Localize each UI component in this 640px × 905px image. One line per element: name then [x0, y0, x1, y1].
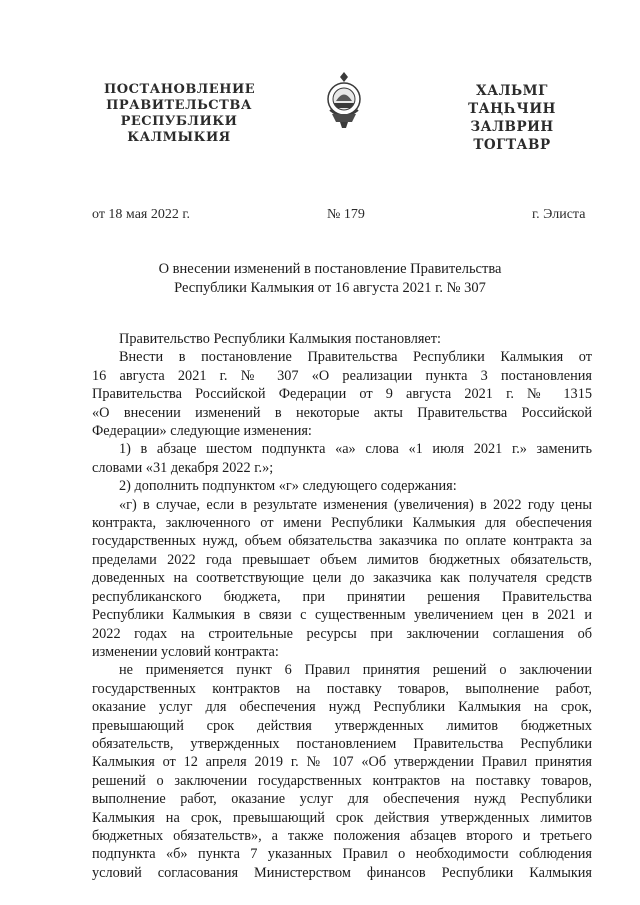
body-line: не применяется пункт 6 Правил принятия решений о заключении [119, 662, 592, 679]
body-line: доведенных на соответствующие цели до заказчика как получателя средств [92, 570, 592, 587]
header-left-line: ПОСТАНОВЛЕНИЕ [104, 82, 256, 97]
body-line: республиканского бюджета, при принятии решения Правительства [92, 588, 592, 605]
header-left-title [104, 82, 254, 146]
decree-city: г. Элиста [532, 207, 586, 222]
header-right-line: ТАҢҺЧИН [468, 101, 556, 117]
header-right-title [462, 82, 562, 154]
header-right-line: ТОГТАВР [473, 137, 551, 153]
body-line: контракта, заключенного от имени Республики Калмыкия для обеспечения [92, 515, 592, 532]
decree-number: № 179 [327, 207, 365, 222]
body-line: превышающий срок действия утвержденных лимитов бюджетных [92, 717, 592, 734]
body-line: государственных нужд, объем обязательства заказчика по оплате контракта за [92, 533, 592, 550]
body-line: Калмыкия на срок, превышающий срок действия утвержденных лимитов [92, 809, 592, 826]
body-line: бюджетных обязательств», а также положения абзацев второго и третьего [92, 827, 592, 844]
body-line: 2) дополнить подпунктом «г» следующего содержания: [119, 478, 457, 495]
header-right-line: ХАЛЬМГ [476, 83, 548, 99]
body-line: 1) в абзаце шестом подпункта «а» слова «1 июля 2021 г.» заменить [119, 441, 592, 458]
body-line: Республики Калмыкия в связи с существенным увеличением цен в 2021 и [92, 607, 592, 624]
kalmykia-coat-of-arms-icon [322, 70, 366, 130]
body-line: Правительство Республики Калмыкия постановляет: [119, 331, 441, 347]
header-right-line: ЗАЛВРИН [470, 119, 554, 135]
body-line: словами «31 декабря 2022 г.»; [92, 459, 274, 476]
body-line: Калмыкия от 12 апреля 2019 г. № 107 «Об утверждении Правил принятия [92, 754, 592, 771]
body-line: Правительства Российской Федерации от 9 августа 2021 г. № 1315 [92, 386, 592, 403]
body-line: выполнение работ, оказание услуг для обеспечения нужд Республики [92, 791, 592, 808]
body-line: изменении условий контракта: [92, 643, 279, 660]
body-line: пределами 2022 года превышает объем лимитов бюджетных обязательств, [92, 551, 592, 568]
header-left-line: КАЛМЫКИЯ [127, 130, 231, 145]
header-left-line: ПРАВИТЕЛЬСТВА [106, 98, 252, 113]
decree-body [92, 330, 592, 882]
title-line: О внесении изменений в постановление Правительства [158, 261, 502, 277]
body-line: решений о заключении государственных контрактов на поставку товаров, [92, 772, 592, 789]
decree-date: от 18 мая 2022 г. [92, 207, 191, 222]
body-line: «г) в случае, если в результате изменения (увеличения) в 2022 году цены [119, 496, 592, 513]
body-line: 2022 годах на строительные ресурсы при заключении соглашения об [92, 625, 592, 642]
body-line: Внести в постановление Правительства Республики Калмыкия от [119, 349, 592, 366]
header-left-line: РЕСПУБЛИКИ [120, 114, 238, 129]
body-line: 16 августа 2021 г. № 307 «О реализации пункта 3 постановления [92, 367, 592, 384]
body-line: условий согласования Министерством финансов Республики Калмыкия [92, 864, 592, 881]
body-line: Федерации» следующие изменения: [92, 423, 312, 440]
body-line: «О внесении изменений в некоторые акты Правительства Российской [92, 404, 592, 421]
decree-title [100, 260, 560, 298]
body-line: государственных контрактов на поставку товаров, выполнение работ, [92, 680, 592, 697]
title-line: Республики Калмыкия от 16 августа 2021 г. № 307 [174, 280, 486, 296]
body-line: оказание услуг для обеспечения нужд Республики Калмыкия на срок, [92, 699, 592, 716]
body-line: подпункта «б» пункта 7 указанных Правил о необходимости соблюдения [92, 846, 592, 863]
body-line: обязательств, утвержденных постановлением Правительства Республики [92, 735, 592, 752]
